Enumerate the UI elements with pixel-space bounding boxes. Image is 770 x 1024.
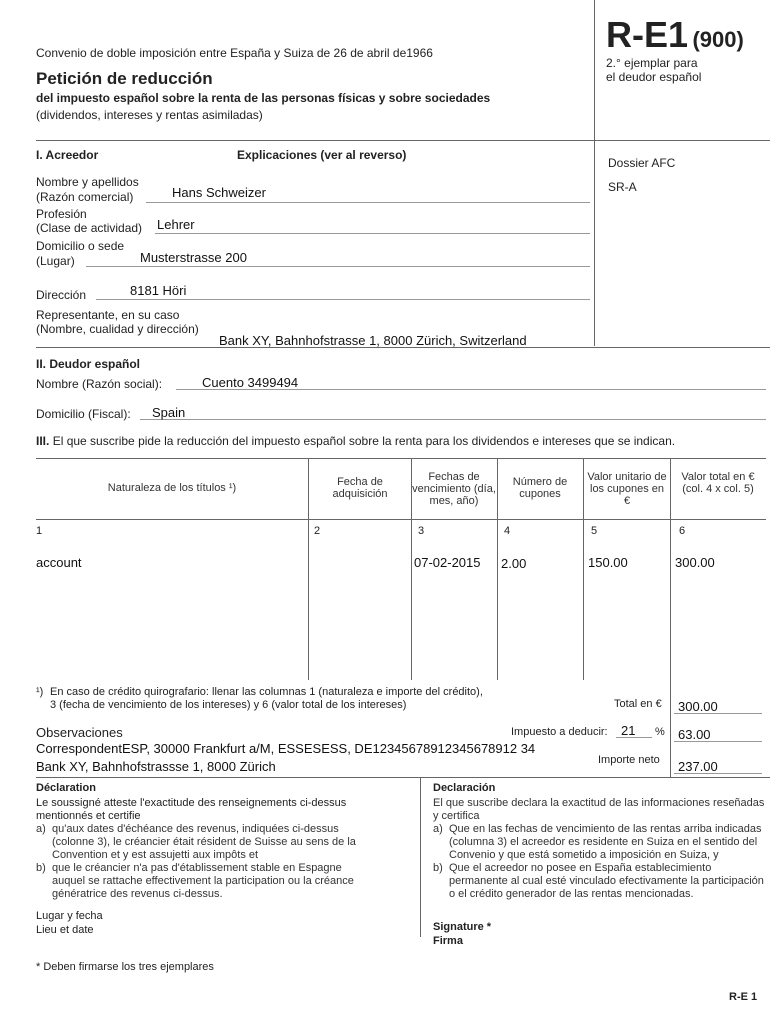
cell-coupons[interactable]: 2.00: [501, 556, 527, 571]
footnote-marker: ¹): [36, 686, 44, 698]
debtor-name-label: Nombre (Razón social):: [36, 377, 163, 391]
section1-right-divider: [594, 140, 595, 346]
col-header-total-value: Valor total en € (col. 4 x col. 5): [681, 471, 755, 495]
address-field[interactable]: [96, 299, 590, 300]
form-subtitle-2: (dividendos, intereses y rentas asimiladas): [36, 108, 263, 122]
french-declaration-heading: Déclaration: [36, 782, 96, 794]
french-item-b: [36, 862, 374, 901]
firma-label: Firma: [433, 935, 463, 947]
total-label: Total en €: [614, 698, 662, 710]
footer-form-code: R-E 1: [729, 991, 758, 1003]
col-header-coupons: Número de cupones: [512, 476, 568, 500]
header-bottom-rule: [36, 140, 770, 141]
col-number-5: 5: [591, 525, 598, 537]
table-col-divider-4: [583, 458, 584, 680]
domicile-label-2: (Lugar): [36, 254, 75, 268]
french-intro-2: mentionnés et certifie: [36, 810, 141, 822]
form-title: Petición de reducción: [36, 69, 213, 88]
spanish-declaration-heading: Declaración: [433, 782, 496, 794]
french-item-a: [36, 823, 374, 862]
creditor-name-label-2: (Razón comercial): [36, 190, 134, 204]
footnote-line-2: 3 (fecha de vencimiento de los intereses) y 6 (valor total de los intereses): [50, 699, 407, 711]
spanish-item-b-key: b): [433, 862, 443, 874]
header-right-divider: [594, 0, 595, 148]
table-col-divider-3: [497, 458, 498, 680]
address-label: Dirección: [36, 288, 87, 302]
creditor-name-label: Nombre y apellidos: [36, 175, 139, 189]
section1-bottom-rule: [36, 347, 770, 348]
tax-label: Impuesto a deducir:: [511, 726, 608, 738]
french-intro-1: Le soussigné atteste l'exactitude des renseignements ci-dessus: [36, 797, 347, 809]
net-value[interactable]: 237.00: [678, 759, 718, 774]
debtor-domicile-label: Domicilio (Fiscal):: [36, 407, 131, 421]
cell-maturity[interactable]: 07-02-2015: [414, 555, 481, 570]
spanish-item-a-text: Que en las fechas de vencimiento de las rentas arriba indicadas (columna 3) el acreedor es residente en Suiza en el sentido del Convenio y que está sometido a imposición en Suiza, y: [449, 823, 762, 861]
representative-label-2: (Nombre, cualidad y dirección): [36, 322, 199, 336]
signature-footnote: * Deben firmarse los tres ejemplares: [36, 961, 214, 973]
french-item-a-text: qu'aux dates d'échéance des revenus, indiquées ci-dessus (colonne 3), le créancier était résident de Suisse au sens de la Convention et y est assujetti aux impôts et: [52, 823, 356, 861]
section3-text: El que suscribe pide la reducción del impuesto español sobre la renta para los dividendos e intereses que se indican.: [52, 434, 676, 448]
form-code: [606, 14, 744, 56]
cell-total-value[interactable]: 300.00: [675, 555, 715, 570]
col-number-2: 2: [314, 525, 321, 537]
tax-rate-field: [616, 737, 652, 738]
table-top-rule: [36, 458, 766, 459]
dossier-label: Dossier AFC: [608, 156, 676, 170]
col-header-unit-value: Valor unitario de los cupones en €: [587, 471, 667, 507]
form-subtitle: del impuesto español sobre la renta de las personas físicas y sobre sociedades: [36, 91, 491, 105]
address-value: 8181 Höri: [130, 283, 187, 298]
observations-line-1[interactable]: CorrespondentESP, 30000 Frankfurt a/M, ESSESESS, DE12345678912345678912 34: [36, 741, 536, 756]
cell-nature[interactable]: account: [36, 555, 82, 570]
section3-request: [36, 434, 675, 448]
cell-unit-value[interactable]: 150.00: [588, 555, 628, 570]
tax-rate[interactable]: 21: [621, 723, 636, 738]
french-item-a-key: a): [36, 823, 46, 835]
col-number-6: 6: [679, 525, 686, 537]
footnote-line-1: En caso de crédito quirografario: llenar las columnas 1 (naturaleza e importe del crédito),: [50, 686, 483, 698]
debtor-domicile-value: Spain: [152, 405, 186, 420]
spanish-item-b: [433, 862, 765, 901]
profession-label: Profesión: [36, 207, 87, 221]
place-date-label-fr: Lieu et date: [36, 924, 94, 936]
profession-field[interactable]: [155, 233, 590, 234]
observations-bottom-rule: [36, 777, 770, 778]
copy-line-1: 2.° ejemplar para: [606, 56, 698, 70]
profession-value: Lehrer: [157, 217, 195, 232]
place-date-label-es: Lugar y fecha: [36, 910, 103, 922]
declaration-divider: [420, 777, 421, 937]
spanish-item-a: [433, 823, 765, 862]
observations-line-2[interactable]: Bank XY, Bahnhofstrassse 1, 8000 Zürich: [36, 759, 276, 774]
section2-heading: II. Deudor español: [36, 357, 141, 371]
creditor-name-field[interactable]: [146, 202, 590, 203]
table-header-rule: [36, 519, 766, 520]
domicile-field[interactable]: [86, 266, 590, 267]
representative-value[interactable]: Bank XY, Bahnhofstrasse 1, 8000 Zürich, Switzerland: [219, 333, 527, 348]
domicile-label: Domicilio o sede: [36, 239, 125, 253]
profession-label-2: (Clase de actividad): [36, 221, 143, 235]
form-code-number: (900): [692, 27, 744, 52]
spanish-intro: El que suscribe declara la exactitud de las informaciones reseñadas y certifica: [433, 797, 765, 822]
table-col-divider-1: [308, 458, 309, 680]
section1-heading: I. Acreedor: [36, 148, 99, 162]
tax-value[interactable]: 63.00: [678, 727, 711, 742]
form-code-main: R-E1: [606, 14, 689, 55]
french-declaration-items: [36, 823, 374, 901]
copy-line-2: el deudor español: [606, 70, 702, 84]
french-item-b-text: que le créancier n'a pas d'établissement stable en Espagne auquel se rattache effectivement la participation ou la créance génératrice des revenus ci-dessus.: [52, 862, 354, 900]
debtor-domicile-field[interactable]: [140, 419, 766, 420]
table-col-divider-5: [670, 458, 671, 778]
treaty-line: Convenio de doble imposición entre España y Suiza de 26 de abril de1966: [36, 46, 433, 60]
net-label: Importe neto: [598, 754, 660, 766]
section3-heading: III.: [36, 434, 50, 448]
observations-label: Observaciones: [36, 725, 123, 740]
office-label: SR-A: [608, 180, 637, 194]
signature-label: Signature *: [433, 921, 492, 933]
col-header-nature: Naturaleza de los títulos ¹): [107, 482, 237, 494]
col-number-3: 3: [418, 525, 425, 537]
debtor-name-value: Cuento 3499494: [202, 375, 299, 390]
representative-label: Representante, en su caso: [36, 308, 180, 322]
col-number-4: 4: [504, 525, 511, 537]
spanish-item-b-text: Que el acreedor no posee en España establecimiento permanente al cual esté vinculado efectivamente la participación o el crédito generador de las rentas mencionadas.: [449, 862, 764, 900]
explanations-note: Explicaciones (ver al reverso): [237, 148, 407, 162]
spanish-declaration-items: [433, 823, 765, 901]
col-header-acquisition: Fecha de adquisición: [332, 476, 388, 500]
percent-sign: %: [655, 726, 665, 738]
col-number-1: 1: [36, 525, 43, 537]
total-value[interactable]: 300.00: [678, 699, 718, 714]
col-header-maturity: Fechas de vencimiento (día, mes, año): [412, 471, 496, 507]
spanish-item-a-key: a): [433, 823, 443, 835]
domicile-value: Musterstrasse 200: [140, 250, 247, 265]
creditor-name-value: Hans Schweizer: [172, 185, 266, 200]
french-item-b-key: b): [36, 862, 46, 874]
